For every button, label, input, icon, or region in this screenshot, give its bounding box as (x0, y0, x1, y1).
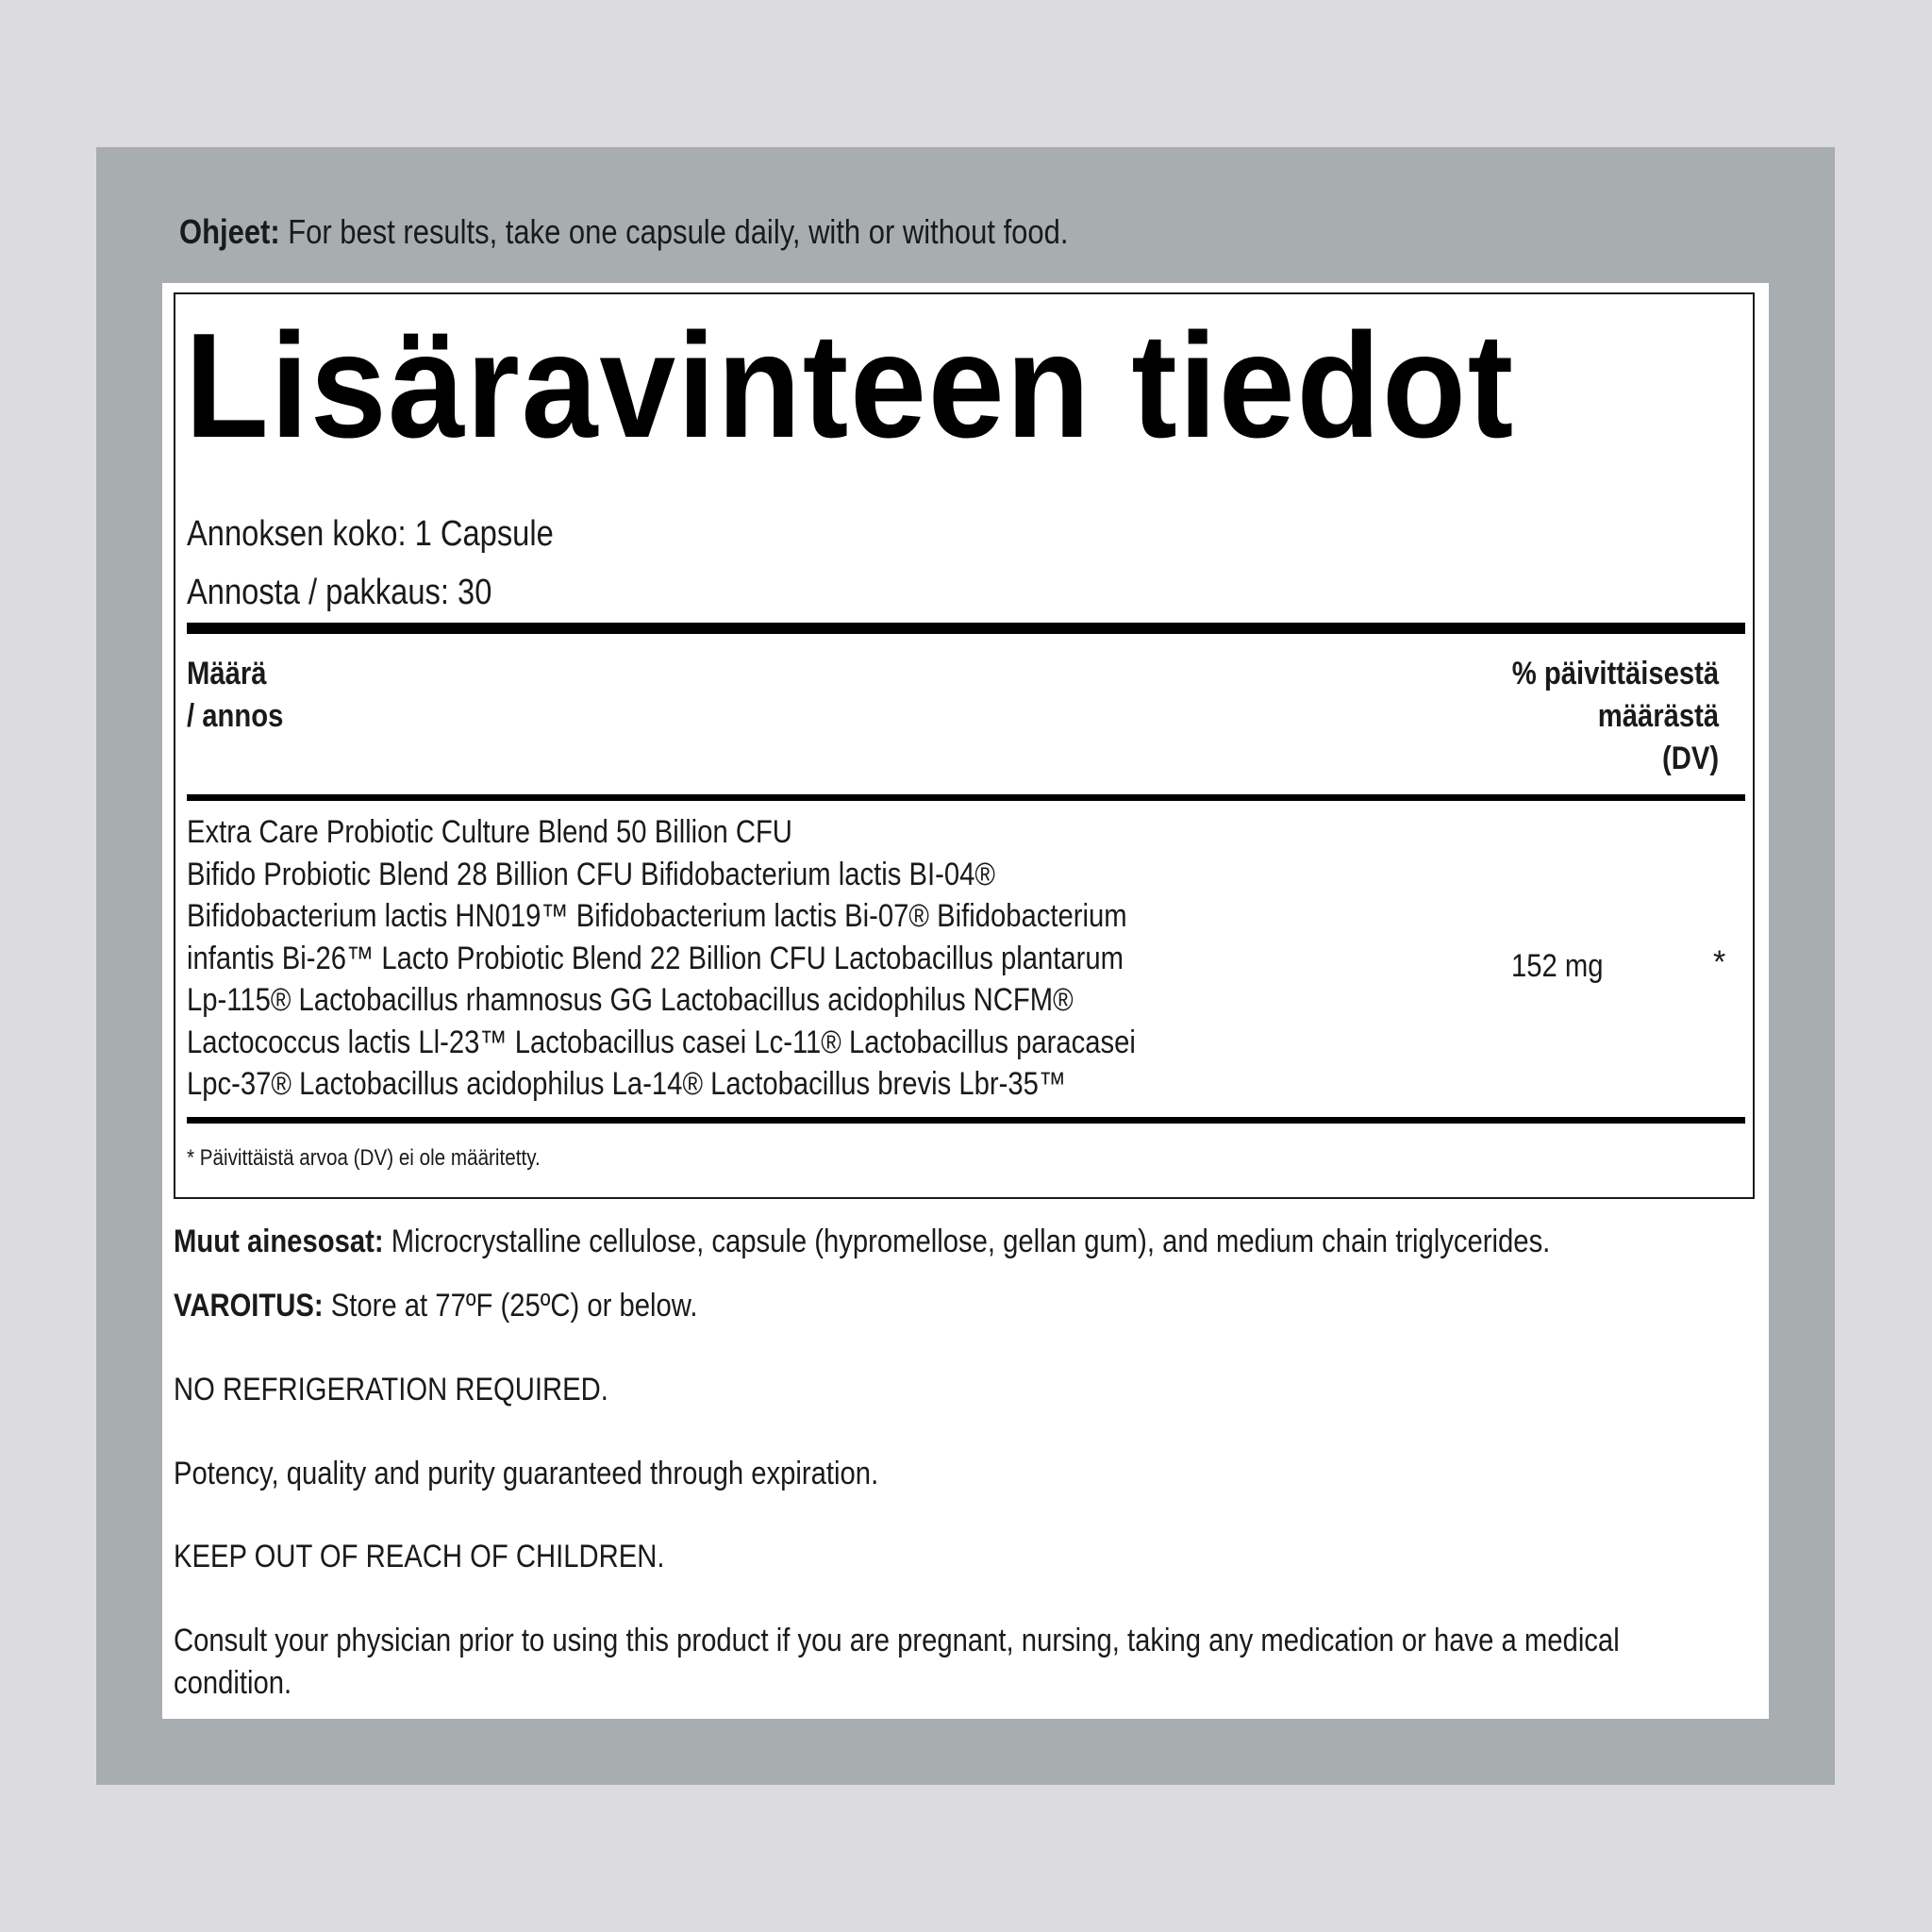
other-ingredients-text: Microcrystalline cellulose, capsule (hypromellose, gellan gum), and medium chain triglycerides. (383, 1224, 1551, 1259)
servings-per-container: Annosta / pakkaus: 30 (187, 573, 492, 612)
blend-line: Bifidobacterium lactis HN019™ Bifidobacterium lactis Bi-07® Bifidobacterium (187, 898, 1127, 934)
physician-warning: Consult your physician prior to using this product if you are pregnant, nursing, taking any medication or have a medical condition. (174, 1623, 1620, 1701)
directions (179, 209, 1068, 255)
blend-line: Lpc-37® Lactobacillus acidophilus La-14® Lactobacillus brevis Lbr-35™ (187, 1066, 1067, 1102)
blend-line: Bifido Probiotic Blend 28 Billion CFU Bifidobacterium lactis BI-04® (187, 856, 995, 892)
serving-size: Annoksen koko: 1 Capsule (187, 514, 554, 554)
other-ingredients-label: Muut ainesosat: (174, 1224, 384, 1259)
blend-line: Lp-115® Lactobacillus rhamnosus GG Lactobacillus acidophilus NCFM® (187, 982, 1074, 1018)
potency-note: Potency, quality and purity guaranteed through expiration. (174, 1456, 879, 1491)
warning-text: Store at 77ºF (25ºC) or below. (323, 1288, 698, 1324)
warning (174, 1285, 697, 1327)
directions-label: Ohjeet: (179, 212, 280, 251)
dv-footnote: * Päivittäistä arvoa (DV) ei ole määritetty. (187, 1145, 541, 1171)
supplement-facts-box (174, 292, 1755, 1199)
blend-amount: 152 mg (1511, 948, 1604, 984)
daily-value-header: % päivittäisestä määrästä (DV) (1511, 656, 1719, 776)
amount-per-serving-header: Määrä / annos (187, 656, 284, 734)
blend-line: Extra Care Probiotic Culture Blend 50 Billion CFU (187, 814, 792, 850)
children-warning: KEEP OUT OF REACH OF CHILDREN. (174, 1539, 665, 1574)
blend-line: infantis Bi-26™ Lacto Probiotic Blend 22 Billion CFU Lactobacillus plantarum (187, 940, 1124, 976)
blend-daily-value: * (1713, 944, 1726, 980)
facts-title: Lisäravinteen tiedot (185, 303, 1515, 469)
blend-line: Lactococcus lactis Ll-23™ Lactobacillus casei Lc-11® Lactobacillus paracasei (187, 1024, 1136, 1060)
header-divider (187, 794, 1745, 801)
directions-text: For best results, take one capsule daily, with or without food. (279, 212, 1069, 251)
bottom-divider (187, 1117, 1745, 1124)
probiotic-blend-description (187, 811, 1185, 1106)
refrigeration-note: NO REFRIGERATION REQUIRED. (174, 1372, 608, 1407)
supplement-label (162, 283, 1769, 1719)
other-ingredients (174, 1221, 1550, 1263)
thick-divider (187, 623, 1745, 634)
warning-label: VAROITUS: (174, 1288, 324, 1324)
